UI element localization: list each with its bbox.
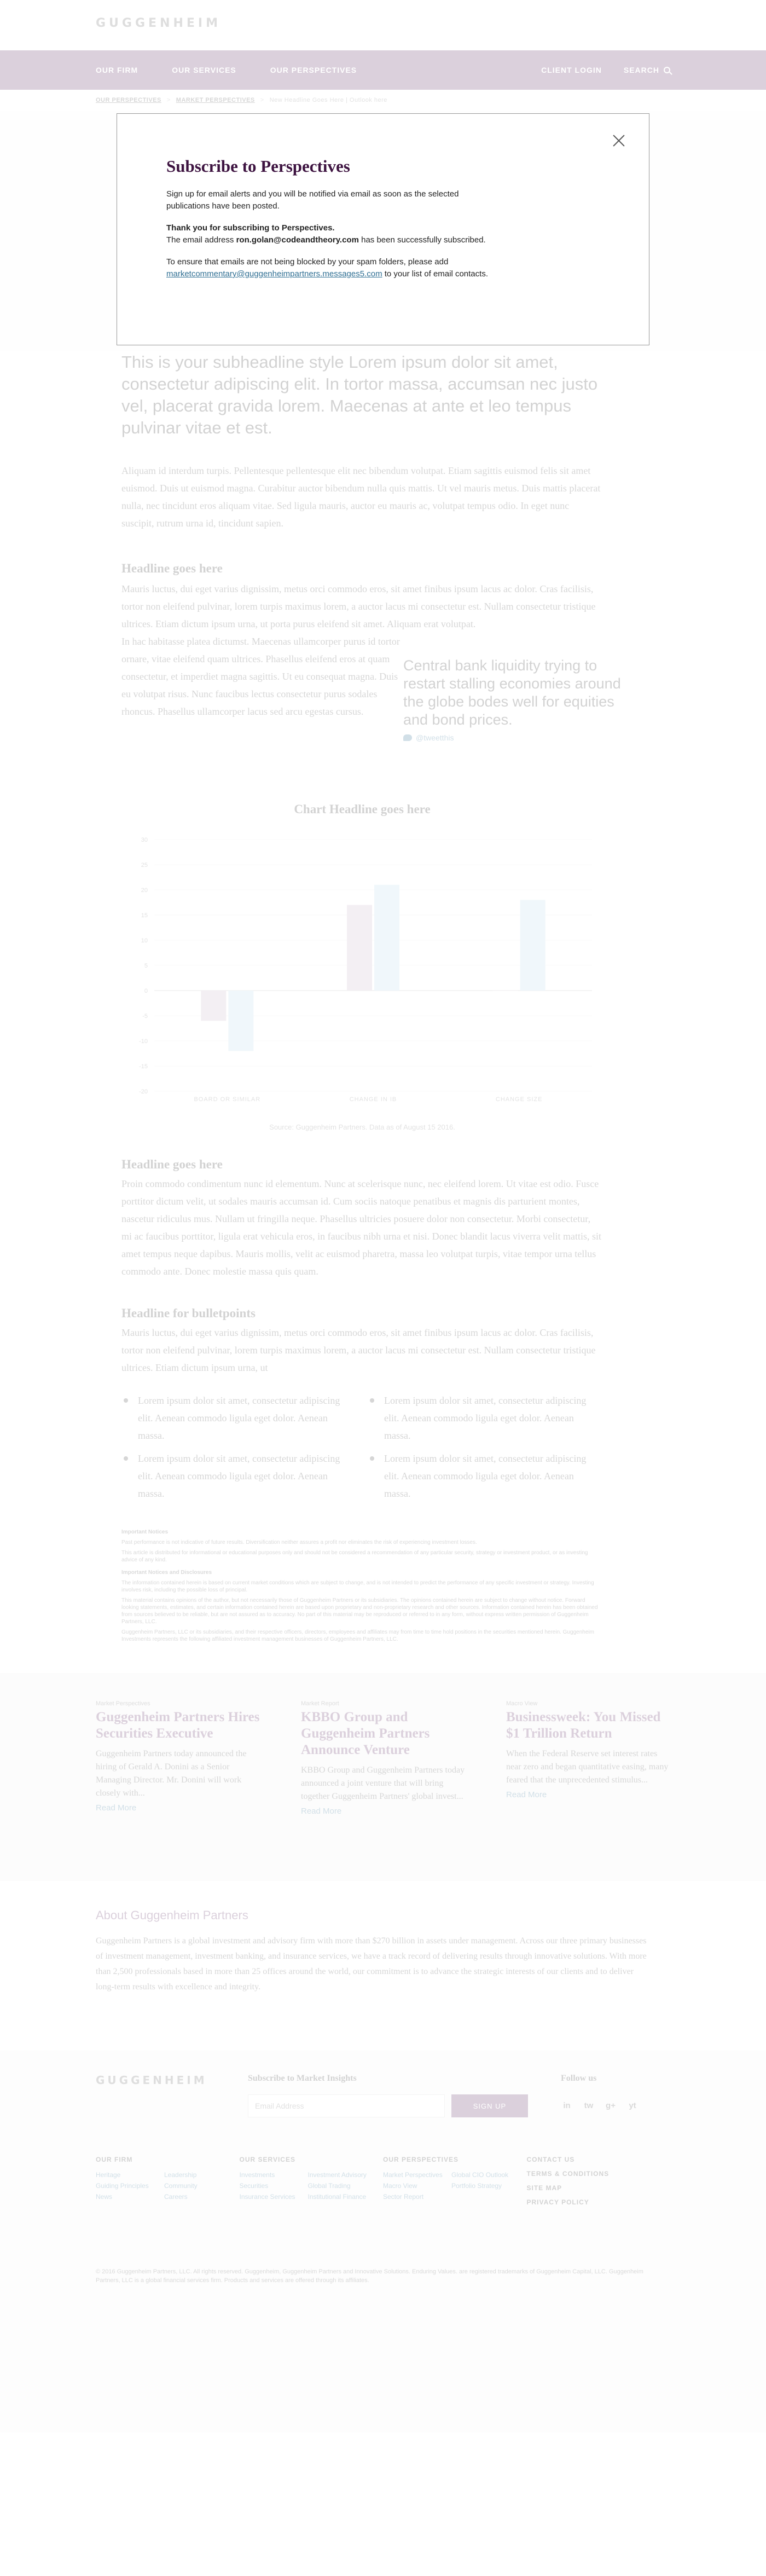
contact-email-link[interactable]: marketcommentary@guggenheimpartners.messages5.com xyxy=(166,269,382,279)
confirmation-suffix: has been successfully subscribed. xyxy=(358,235,486,245)
modal-intro: Sign up for email alerts and you will be notified via email as soon as the selected publications have been posted. xyxy=(166,189,459,211)
modal-spam-note xyxy=(166,256,495,280)
subscribed-email: ron.golan@codeandtheory.com xyxy=(236,235,359,245)
spam-suffix: to your list of email contacts. xyxy=(382,269,488,279)
confirmation-prefix: The email address xyxy=(166,235,236,245)
modal-title: Subscribe to Perspectives xyxy=(166,157,350,176)
spam-prefix: To ensure that emails are not being blocked by your spam folders, please add xyxy=(166,257,449,267)
close-icon[interactable] xyxy=(612,134,626,148)
subscribe-modal xyxy=(117,113,649,345)
modal-thanks: Thank you for subscribing to Perspectives. xyxy=(166,223,335,233)
modal-confirmation xyxy=(166,234,495,246)
